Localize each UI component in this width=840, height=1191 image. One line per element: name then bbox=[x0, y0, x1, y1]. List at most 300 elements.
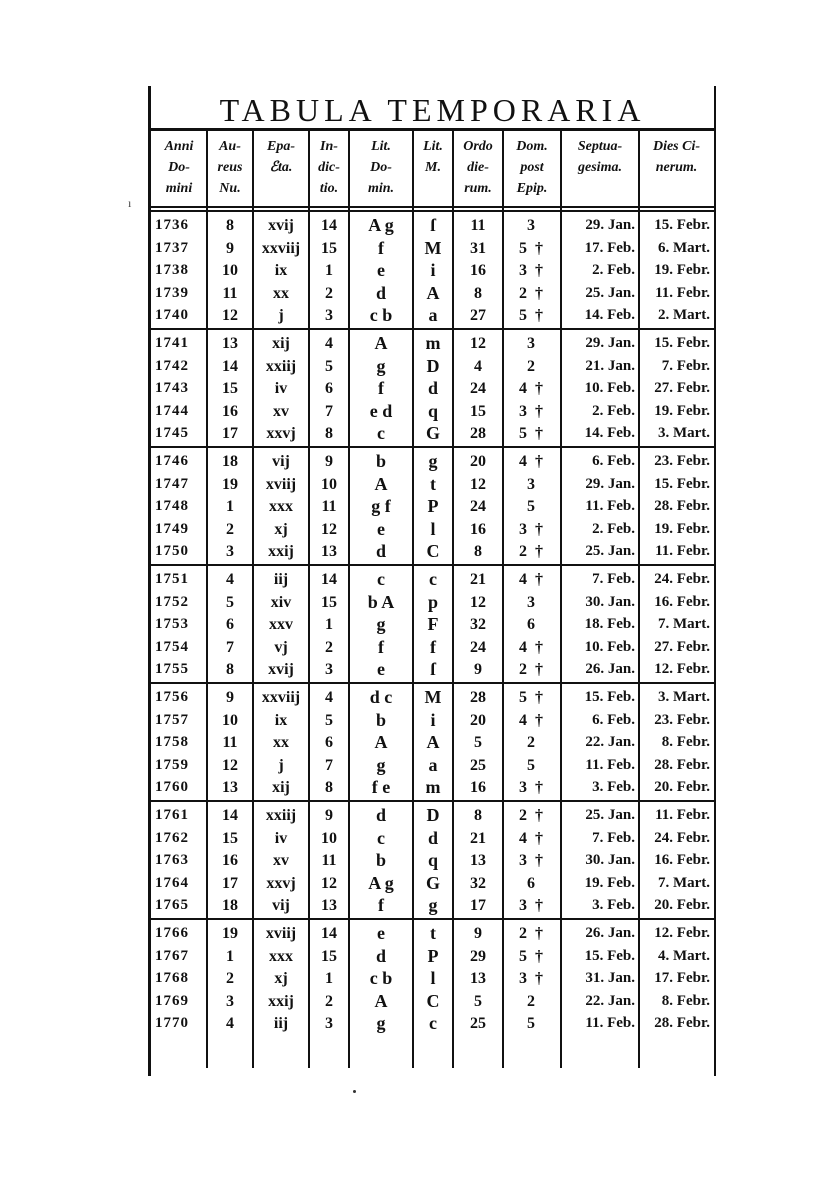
cell-ash-wednesday: 3. Mart. bbox=[657, 425, 710, 441]
cell-year: 1755 bbox=[155, 661, 189, 677]
cell-martyrology-letter: C bbox=[426, 541, 440, 561]
cell-martyrology-letter: ſ bbox=[430, 215, 436, 235]
table-row bbox=[151, 518, 714, 541]
cell-order-of-days: 21 bbox=[470, 571, 486, 588]
cell-ash-wednesday: 7. Febr. bbox=[661, 357, 710, 374]
column-rule bbox=[638, 130, 640, 1068]
cell-martyrology-letter: ſ bbox=[430, 659, 436, 679]
cell-indiction: 10 bbox=[321, 475, 337, 493]
table-row bbox=[151, 804, 714, 827]
cell-indiction: 14 bbox=[321, 571, 337, 588]
cell-epact: xxiij bbox=[265, 357, 297, 375]
cell-indiction: 9 bbox=[325, 453, 333, 470]
cell-septuagesima: 22. Jan. bbox=[585, 992, 635, 1009]
table-row bbox=[151, 709, 714, 732]
cell-ash-wednesday: 3. Mart. bbox=[657, 689, 710, 705]
cell-epact: xiv bbox=[270, 593, 292, 611]
cell-ash-wednesday: 15. Febr. bbox=[654, 475, 710, 492]
cell-sundays-after-epiphany: 4 † bbox=[519, 711, 545, 729]
table-row bbox=[151, 591, 714, 614]
cell-martyrology-letter: a bbox=[428, 754, 438, 775]
table-row bbox=[151, 849, 714, 872]
cell-sundays-after-epiphany: 3 † bbox=[519, 262, 545, 279]
cell-dominical-letter: d c bbox=[369, 687, 393, 707]
cell-martyrology-letter: G bbox=[425, 423, 440, 443]
cell-dominical-letter: g bbox=[376, 614, 386, 634]
cell-golden-number: 19 bbox=[222, 475, 238, 493]
header-indiction: In- dic- tio. bbox=[318, 139, 340, 196]
cell-septuagesima: 11. Feb. bbox=[585, 1015, 635, 1031]
cell-epact: xvij bbox=[268, 661, 294, 678]
cell-sundays-after-epiphany: 3 † bbox=[519, 779, 545, 796]
cell-year: 1754 bbox=[155, 638, 189, 655]
cell-sundays-after-epiphany: 2 bbox=[527, 734, 537, 751]
cell-indiction: 2 bbox=[325, 992, 333, 1010]
cell-order-of-days: 21 bbox=[470, 829, 486, 847]
cell-golden-number: 13 bbox=[222, 335, 238, 352]
table-row bbox=[151, 450, 714, 473]
cell-epact: j bbox=[278, 307, 284, 324]
cell-sundays-after-epiphany: 5 † bbox=[519, 689, 545, 706]
cell-golden-number: 2 bbox=[226, 970, 234, 987]
cell-dominical-letter: f bbox=[378, 636, 384, 657]
table-row bbox=[151, 776, 714, 799]
cell-sundays-after-epiphany: 5 † bbox=[519, 239, 545, 257]
cell-order-of-days: 28 bbox=[470, 689, 486, 706]
cell-sundays-after-epiphany: 5 bbox=[527, 498, 537, 515]
cell-septuagesima: 2. Feb. bbox=[592, 520, 635, 537]
cell-order-of-days: 11 bbox=[470, 217, 486, 234]
header-order-of-days: Ordo die- rum. bbox=[463, 139, 493, 196]
cell-golden-number: 14 bbox=[222, 807, 238, 824]
column-rule bbox=[252, 130, 254, 1068]
cell-year: 1765 bbox=[155, 897, 189, 913]
table-row bbox=[151, 304, 714, 327]
table-row bbox=[151, 237, 714, 260]
cell-dominical-letter: g f bbox=[371, 496, 391, 516]
cell-septuagesima: 7. Feb. bbox=[592, 829, 635, 846]
cell-year: 1768 bbox=[155, 970, 189, 986]
cell-sundays-after-epiphany: 6 bbox=[527, 616, 537, 633]
cell-epact: xxiij bbox=[265, 807, 297, 824]
cell-indiction: 12 bbox=[321, 520, 337, 538]
cell-martyrology-letter: C bbox=[426, 990, 440, 1011]
table-row bbox=[151, 495, 714, 518]
cell-martyrology-letter: q bbox=[427, 400, 438, 421]
cell-dominical-letter: g bbox=[376, 355, 386, 376]
cell-golden-number: 1 bbox=[226, 947, 234, 965]
cell-epact: ix bbox=[274, 711, 288, 729]
cell-sundays-after-epiphany: 3 † bbox=[519, 520, 545, 538]
cell-year: 1736 bbox=[155, 217, 189, 233]
cell-indiction: 3 bbox=[325, 661, 333, 678]
cell-dominical-letter: f e bbox=[371, 777, 391, 797]
header-rule bbox=[151, 206, 714, 208]
cell-septuagesima: 29. Jan. bbox=[585, 475, 635, 492]
cell-ash-wednesday: 23. Febr. bbox=[654, 453, 710, 469]
cell-order-of-days: 13 bbox=[470, 970, 486, 987]
cell-epact: vij bbox=[272, 897, 290, 914]
cell-order-of-days: 15 bbox=[470, 402, 486, 420]
column-rule bbox=[560, 130, 562, 1068]
cell-ash-wednesday: 24. Febr. bbox=[654, 571, 710, 587]
table-row bbox=[151, 658, 714, 681]
cell-indiction: 14 bbox=[321, 217, 337, 234]
cell-dominical-letter: A g bbox=[368, 215, 394, 235]
cell-sundays-after-epiphany: 2 † bbox=[519, 661, 545, 678]
cell-septuagesima: 26. Jan. bbox=[585, 661, 635, 677]
cell-dominical-letter: e bbox=[377, 518, 385, 539]
cell-martyrology-letter: D bbox=[426, 805, 440, 825]
cell-year: 1752 bbox=[155, 593, 189, 610]
cell-septuagesima: 29. Jan. bbox=[585, 335, 635, 351]
cell-dominical-letter: A bbox=[374, 333, 388, 353]
table-row bbox=[151, 827, 714, 850]
cell-martyrology-letter: f bbox=[430, 636, 436, 657]
cell-order-of-days: 13 bbox=[470, 852, 486, 869]
cell-year: 1756 bbox=[155, 689, 189, 705]
cell-septuagesima: 17. Feb. bbox=[584, 239, 635, 256]
cell-dominical-letter: b A bbox=[367, 591, 395, 612]
cell-indiction: 13 bbox=[321, 543, 337, 560]
year-group bbox=[151, 682, 714, 800]
cell-year: 1759 bbox=[155, 756, 189, 773]
cell-order-of-days: 20 bbox=[470, 453, 486, 470]
cell-martyrology-letter: A bbox=[426, 282, 440, 303]
cell-year: 1745 bbox=[155, 425, 189, 441]
cell-epact: iij bbox=[273, 571, 289, 588]
table-row bbox=[151, 967, 714, 990]
header-martyrology-letter: Lit. M. bbox=[423, 139, 443, 175]
cell-martyrology-letter: p bbox=[427, 591, 438, 612]
cell-order-of-days: 12 bbox=[470, 475, 486, 493]
cell-indiction: 7 bbox=[325, 756, 333, 774]
cell-sundays-after-epiphany: 5 † bbox=[519, 425, 545, 442]
cell-septuagesima: 22. Jan. bbox=[585, 734, 635, 750]
cell-golden-number: 1 bbox=[226, 498, 234, 515]
cell-septuagesima: 15. Feb. bbox=[584, 689, 635, 705]
cell-martyrology-letter: c bbox=[429, 569, 437, 589]
cell-indiction: 3 bbox=[325, 307, 333, 324]
cell-epact: xij bbox=[272, 779, 290, 796]
cell-ash-wednesday: 6. Mart. bbox=[657, 239, 710, 256]
cell-indiction: 5 bbox=[325, 357, 333, 375]
cell-epact: vj bbox=[274, 638, 288, 656]
cell-martyrology-letter: t bbox=[430, 923, 436, 943]
cell-epact: xx bbox=[273, 284, 289, 302]
cell-year: 1737 bbox=[155, 239, 189, 256]
cell-sundays-after-epiphany: 2 bbox=[527, 992, 537, 1010]
cell-order-of-days: 16 bbox=[470, 262, 486, 279]
cell-indiction: 11 bbox=[321, 852, 337, 869]
cell-indiction: 12 bbox=[321, 874, 337, 892]
cell-sundays-after-epiphany: 3 † bbox=[519, 402, 545, 420]
cell-year: 1750 bbox=[155, 543, 189, 559]
cell-epact: vij bbox=[272, 453, 290, 470]
cell-dominical-letter: c bbox=[377, 569, 385, 589]
footer-mark bbox=[353, 1090, 356, 1093]
cell-ash-wednesday: 16. Febr. bbox=[654, 852, 710, 868]
cell-septuagesima: 25. Jan. bbox=[585, 284, 635, 301]
cell-martyrology-letter: c bbox=[429, 1013, 437, 1033]
cell-indiction: 15 bbox=[321, 593, 337, 611]
cell-epact: iv bbox=[274, 380, 288, 397]
cell-year: 1766 bbox=[155, 925, 189, 941]
cell-dominical-letter: e d bbox=[369, 400, 393, 421]
table-row bbox=[151, 1012, 714, 1035]
cell-sundays-after-epiphany: 4 † bbox=[519, 638, 545, 656]
cell-septuagesima: 3. Feb. bbox=[592, 779, 635, 795]
cell-martyrology-letter: q bbox=[427, 850, 438, 870]
cell-septuagesima: 30. Jan. bbox=[585, 593, 635, 610]
cell-ash-wednesday: 7. Mart. bbox=[657, 616, 710, 632]
cell-ash-wednesday: 20. Febr. bbox=[654, 779, 710, 795]
table-row bbox=[151, 568, 714, 591]
cell-sundays-after-epiphany: 3 bbox=[527, 217, 537, 234]
cell-indiction: 13 bbox=[321, 897, 337, 914]
year-group bbox=[151, 328, 714, 446]
cell-indiction: 6 bbox=[325, 380, 333, 397]
cell-order-of-days: 8 bbox=[474, 543, 482, 560]
cell-order-of-days: 9 bbox=[474, 661, 482, 678]
cell-ash-wednesday: 27. Febr. bbox=[654, 380, 710, 396]
cell-martyrology-letter: d bbox=[427, 378, 438, 398]
cell-epact: xvij bbox=[268, 217, 294, 234]
cell-dominical-letter: d bbox=[375, 541, 386, 561]
header-epact: Epa- ℰta. bbox=[267, 139, 295, 175]
cell-dominical-letter: d bbox=[375, 282, 386, 303]
cell-sundays-after-epiphany: 5 † bbox=[519, 307, 545, 324]
table-row bbox=[151, 422, 714, 445]
header-septuagesima: Septua- gesima. bbox=[577, 139, 623, 175]
cell-ash-wednesday: 15. Febr. bbox=[654, 335, 710, 351]
cell-golden-number: 8 bbox=[226, 217, 234, 234]
cell-golden-number: 5 bbox=[226, 593, 234, 611]
cell-sundays-after-epiphany: 4 † bbox=[519, 571, 545, 588]
table-row bbox=[151, 282, 714, 305]
cell-martyrology-letter: g bbox=[428, 451, 438, 471]
column-rule bbox=[452, 130, 454, 1068]
cell-septuagesima: 10. Feb. bbox=[584, 380, 635, 396]
cell-septuagesima: 3. Feb. bbox=[592, 897, 635, 913]
cell-golden-number: 9 bbox=[226, 239, 234, 257]
cell-epact: xxvj bbox=[266, 425, 296, 442]
cell-dominical-letter: f bbox=[378, 895, 384, 915]
cell-septuagesima: 31. Jan. bbox=[585, 970, 635, 986]
cell-order-of-days: 16 bbox=[470, 520, 486, 538]
cell-indiction: 5 bbox=[325, 711, 333, 729]
cell-dominical-letter: A bbox=[374, 732, 388, 752]
cell-septuagesima: 18. Feb. bbox=[584, 616, 635, 632]
cell-ash-wednesday: 19. Febr. bbox=[654, 402, 710, 419]
column-rule bbox=[348, 130, 350, 1068]
cell-ash-wednesday: 8. Febr. bbox=[661, 992, 710, 1009]
cell-order-of-days: 16 bbox=[470, 779, 486, 796]
cell-indiction: 10 bbox=[321, 829, 337, 847]
cell-martyrology-letter: D bbox=[426, 355, 440, 376]
cell-year: 1738 bbox=[155, 262, 189, 278]
cell-epact: xviij bbox=[265, 925, 297, 942]
cell-dominical-letter: b bbox=[375, 850, 386, 870]
cell-ash-wednesday: 16. Febr. bbox=[654, 593, 710, 610]
cell-year: 1743 bbox=[155, 380, 189, 396]
cell-martyrology-letter: P bbox=[427, 945, 439, 966]
table-row bbox=[151, 636, 714, 659]
year-group bbox=[151, 918, 714, 1036]
cell-dominical-letter: c b bbox=[369, 305, 393, 325]
cell-septuagesima: 6. Feb. bbox=[592, 711, 635, 728]
cell-order-of-days: 25 bbox=[470, 1015, 486, 1032]
cell-dominical-letter: f bbox=[378, 237, 384, 258]
cell-year: 1758 bbox=[155, 734, 189, 750]
cell-year: 1742 bbox=[155, 357, 189, 374]
cell-sundays-after-epiphany: 5 † bbox=[519, 947, 545, 965]
cell-golden-number: 13 bbox=[222, 779, 238, 796]
cell-year: 1739 bbox=[155, 284, 189, 301]
cell-septuagesima: 19. Feb. bbox=[584, 874, 635, 891]
cell-year: 1751 bbox=[155, 571, 189, 587]
cell-indiction: 6 bbox=[325, 734, 333, 751]
cell-sundays-after-epiphany: 6 bbox=[527, 874, 537, 892]
cell-indiction: 1 bbox=[325, 262, 333, 279]
cell-golden-number: 8 bbox=[226, 661, 234, 678]
cell-dominical-letter: b bbox=[375, 451, 386, 471]
cell-martyrology-letter: a bbox=[428, 305, 438, 325]
cell-golden-number: 4 bbox=[226, 571, 234, 588]
cell-dominical-letter: A g bbox=[368, 872, 394, 893]
cell-year: 1770 bbox=[155, 1015, 189, 1031]
table-row bbox=[151, 400, 714, 423]
table-row bbox=[151, 214, 714, 237]
cell-order-of-days: 32 bbox=[470, 616, 486, 633]
cell-dominical-letter: g bbox=[376, 1013, 386, 1033]
cell-ash-wednesday: 28. Febr. bbox=[654, 498, 710, 514]
cell-golden-number: 12 bbox=[222, 307, 238, 324]
cell-septuagesima: 2. Feb. bbox=[592, 402, 635, 419]
cell-order-of-days: 24 bbox=[470, 498, 486, 515]
cell-sundays-after-epiphany: 2 † bbox=[519, 807, 545, 824]
cell-indiction: 15 bbox=[321, 947, 337, 965]
cell-golden-number: 7 bbox=[226, 638, 234, 656]
cell-order-of-days: 5 bbox=[474, 734, 482, 751]
cell-martyrology-letter: i bbox=[430, 260, 436, 280]
cell-epact: xxij bbox=[268, 543, 294, 560]
table-row bbox=[151, 473, 714, 496]
table-row bbox=[151, 613, 714, 636]
cell-indiction: 15 bbox=[321, 239, 337, 257]
cell-golden-number: 15 bbox=[222, 380, 238, 397]
cell-sundays-after-epiphany: 4 † bbox=[519, 829, 545, 847]
cell-sundays-after-epiphany: 2 bbox=[527, 357, 537, 375]
table-row bbox=[151, 377, 714, 400]
cell-epact: xviij bbox=[265, 475, 297, 493]
cell-epact: xx bbox=[273, 734, 289, 751]
cell-sundays-after-epiphany: 2 † bbox=[519, 284, 545, 302]
cell-year: 1763 bbox=[155, 852, 189, 868]
cell-year: 1744 bbox=[155, 402, 189, 419]
cell-order-of-days: 20 bbox=[470, 711, 486, 729]
table-row bbox=[151, 990, 714, 1013]
cell-indiction: 1 bbox=[325, 616, 333, 633]
cell-indiction: 4 bbox=[325, 335, 333, 352]
cell-epact: ix bbox=[274, 262, 288, 279]
cell-dominical-letter: d bbox=[375, 805, 386, 825]
stray-mark: ı bbox=[128, 196, 132, 210]
cell-ash-wednesday: 28. Febr. bbox=[654, 756, 710, 773]
table-row bbox=[151, 332, 714, 355]
cell-ash-wednesday: 12. Febr. bbox=[654, 925, 710, 941]
cell-dominical-letter: e bbox=[377, 923, 385, 943]
cell-epact: xxx bbox=[269, 498, 293, 515]
cell-ash-wednesday: 19. Febr. bbox=[654, 262, 710, 278]
cell-martyrology-letter: d bbox=[427, 827, 438, 848]
cell-indiction: 2 bbox=[325, 638, 333, 656]
cell-septuagesima: 14. Feb. bbox=[584, 425, 635, 441]
cell-golden-number: 18 bbox=[222, 897, 238, 914]
cell-septuagesima: 25. Jan. bbox=[585, 807, 635, 823]
cell-epact: xv bbox=[273, 852, 289, 869]
cell-martyrology-letter: M bbox=[424, 237, 442, 258]
cell-epact: xj bbox=[274, 970, 288, 987]
cell-year: 1747 bbox=[155, 475, 189, 492]
cell-ash-wednesday: 11. Febr. bbox=[655, 543, 710, 559]
cell-martyrology-letter: g bbox=[428, 895, 438, 915]
cell-sundays-after-epiphany: 3 † bbox=[519, 852, 545, 869]
header-sundays-after-epiphany: Dom. post Epip. bbox=[516, 139, 548, 196]
cell-septuagesima: 26. Jan. bbox=[585, 925, 635, 941]
table-row bbox=[151, 540, 714, 563]
cell-indiction: 14 bbox=[321, 925, 337, 942]
column-rule bbox=[502, 130, 504, 1068]
cell-dominical-letter: c bbox=[377, 423, 385, 443]
cell-sundays-after-epiphany: 3 † bbox=[519, 897, 545, 914]
cell-year: 1749 bbox=[155, 520, 189, 537]
column-rule bbox=[308, 130, 310, 1068]
cell-year: 1761 bbox=[155, 807, 189, 823]
year-group bbox=[151, 446, 714, 564]
cell-sundays-after-epiphany: 2 † bbox=[519, 925, 545, 942]
cell-martyrology-letter: l bbox=[430, 968, 436, 988]
cell-epact: xj bbox=[274, 520, 288, 538]
cell-septuagesima: 15. Feb. bbox=[584, 947, 635, 964]
cell-ash-wednesday: 11. Febr. bbox=[655, 807, 710, 823]
table-row bbox=[151, 259, 714, 282]
cell-golden-number: 2 bbox=[226, 520, 234, 538]
cell-order-of-days: 17 bbox=[470, 897, 486, 914]
cell-golden-number: 16 bbox=[222, 402, 238, 420]
table-row bbox=[151, 894, 714, 917]
cell-epact: j bbox=[278, 756, 284, 774]
header-dominical-letter: Lit. Do- min. bbox=[367, 139, 395, 196]
cell-golden-number: 12 bbox=[222, 756, 238, 774]
cell-golden-number: 3 bbox=[226, 992, 234, 1010]
cell-dominical-letter: g bbox=[376, 754, 386, 775]
cell-golden-number: 15 bbox=[222, 829, 238, 847]
cell-ash-wednesday: 19. Febr. bbox=[654, 520, 710, 537]
cell-year: 1741 bbox=[155, 335, 189, 351]
cell-sundays-after-epiphany: 3 bbox=[527, 593, 537, 611]
header-golden-number: Au- reus Nu. bbox=[217, 139, 243, 196]
cell-martyrology-letter: t bbox=[430, 473, 436, 494]
cell-golden-number: 10 bbox=[222, 262, 238, 279]
cell-ash-wednesday: 28. Febr. bbox=[654, 1015, 710, 1031]
cell-indiction: 9 bbox=[325, 807, 333, 824]
cell-ash-wednesday: 20. Febr. bbox=[654, 897, 710, 913]
cell-sundays-after-epiphany: 5 bbox=[527, 756, 537, 774]
cell-indiction: 11 bbox=[321, 498, 337, 515]
cell-septuagesima: 6. Feb. bbox=[592, 453, 635, 469]
cell-epact: xxviij bbox=[261, 239, 301, 257]
